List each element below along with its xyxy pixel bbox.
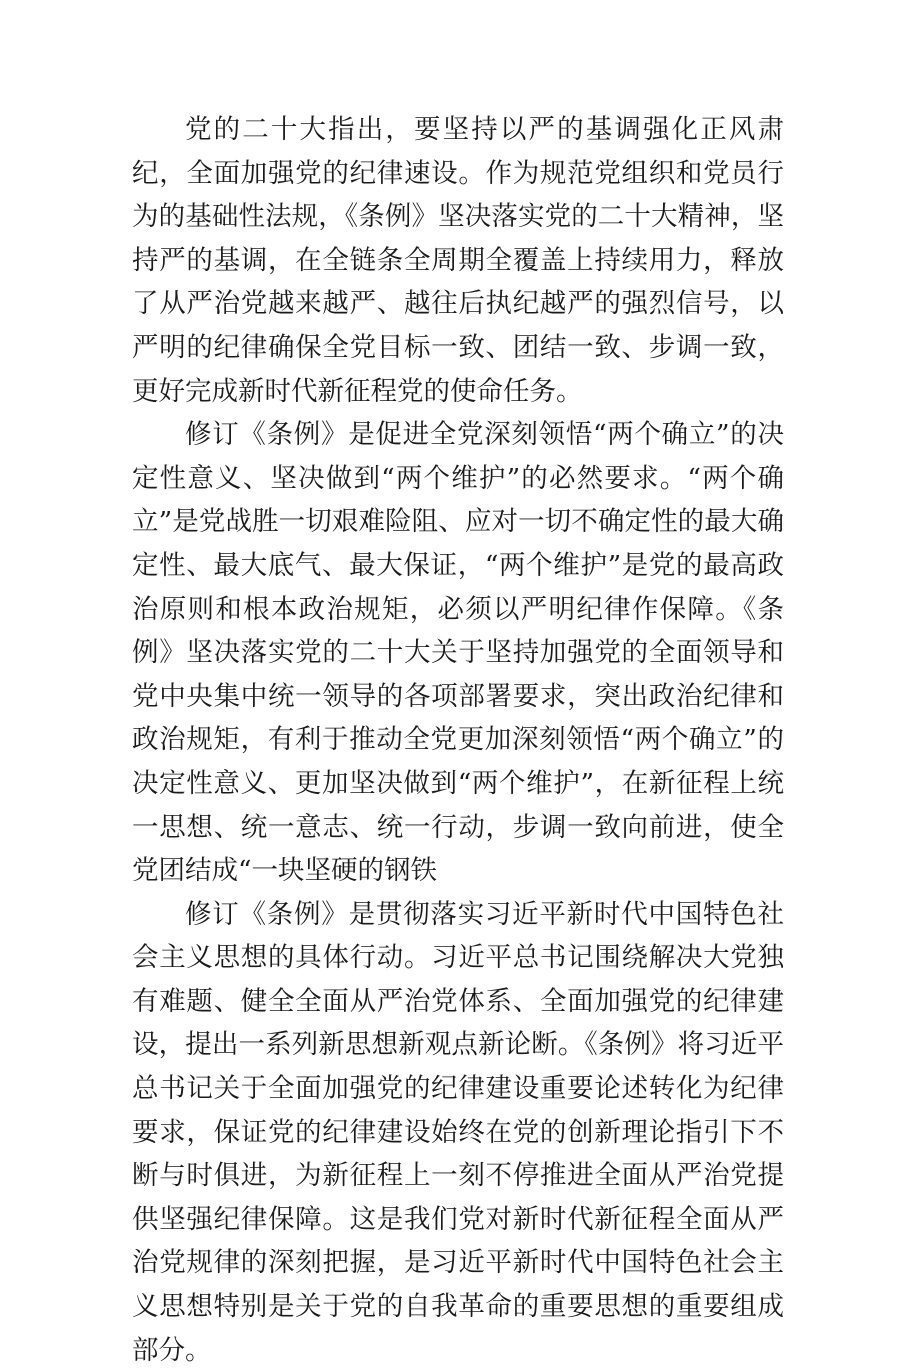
paragraph-1: 党的二十大指出，要坚持以严的基调强化正风肃纪，全面加强党的纪律速设。作为规范党组织和党员行为的基础性法规，《条例》坚决落实党的二十大精神，坚持严的基调，在全链条全周期全覆盖上持续用力，释放了从严治党越来越严、越往后执纪越严的强烈信号，以严明的纪律确保全党目标一致、团结一致、步调一致，更好完成新时代新征程党的使命任务。	[132, 114, 784, 407]
paragraph-3: 修订《条例》是贯彻落实习近平新时代中国特色社会主义思想的具体行动。习近平总书记围绕解决大党独有难题、健全全面从严治党体系、全面加强党的纪律建设，提出一系列新思想新观点新论断。《条例》将习近平总书记关于全面加强党的纪律建设重要论述转化为纪律要求，保证党的纪律建设始终在党的创新理论指引下不断与时俱进，为新征程上一刻不停推进全面从严治党提供坚强纪律保障。这是我们党对新时代新征程全面从严治党规律的深刻把握，是习近平新时代中国特色社会主义思想特别是关于党的自我革命的重要思想的重要组成部分。	[132, 898, 784, 1366]
document-body	[132, 108, 784, 1372]
paragraph-2: 修订《条例》是促进全党深刻领悟“两个确立”的决定性意义、坚决做到“两个维护”的必然要求。“两个确立”是党战胜一切艰难险阻、应对一切不确定性的最大确定性、最大底气、最大保证，“两个维护”是党的最高政治原则和根本政治规矩，必须以严明纪律作保障。《条例》坚决落实党的二十大关于坚持加强党的全面领导和党中央集中统一领导的各项部署要求，突出政治纪律和政治规矩，有利于推动全党更加深刻领悟“两个确立”的决定性意义、更加坚决做到“两个维护”，在新征程上统一思想、统一意志、统一行动，步调一致向前进，使全党团结成“一块坚硬的钢铁	[132, 419, 784, 887]
